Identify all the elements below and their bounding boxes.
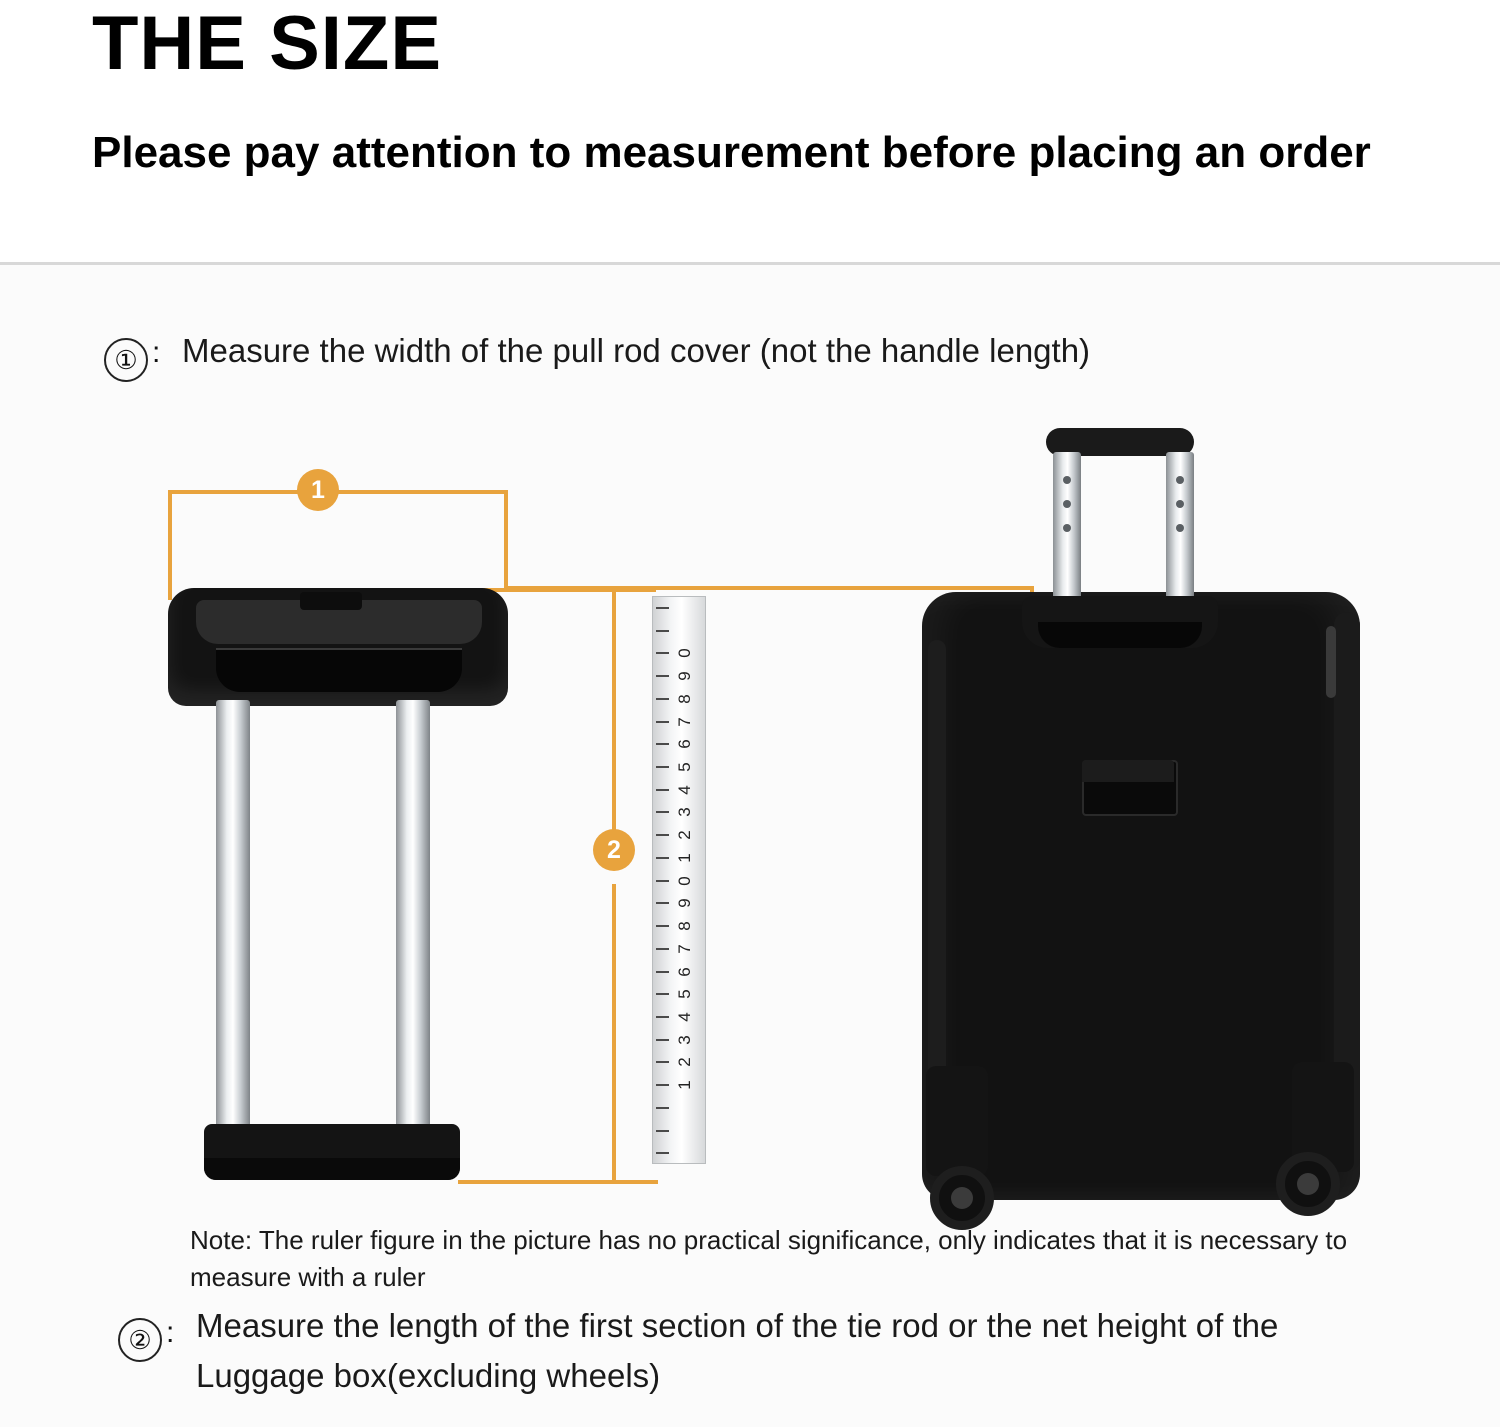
ruler-number: 7 xyxy=(675,716,694,727)
ruler-tick-icon xyxy=(656,1039,669,1041)
ruler-number: 6 xyxy=(675,966,694,977)
handle-hole-icon xyxy=(1063,524,1071,532)
ruler-tick-row xyxy=(653,1097,707,1120)
ruler-tick-icon xyxy=(656,1084,669,1086)
ruler-number: 3 xyxy=(675,807,694,818)
ruler-tick-row xyxy=(653,756,707,779)
ruler-number: 5 xyxy=(675,762,694,772)
handle-hole-icon xyxy=(1176,500,1184,508)
ruler-tick-row xyxy=(653,961,707,984)
ruler-number: 6 xyxy=(675,739,694,750)
ruler-tick-row xyxy=(653,733,707,756)
callout-2-bottom-leader xyxy=(458,1180,658,1184)
step-1-colon: : xyxy=(152,336,161,369)
ruler-tick-icon xyxy=(656,925,669,927)
ruler-number: 2 xyxy=(675,830,694,840)
wheel-left xyxy=(930,1166,994,1230)
ruler-tick-row xyxy=(653,892,707,915)
luggage-front-pocket-flap xyxy=(1082,760,1174,782)
handle-hole-icon xyxy=(1063,500,1071,508)
ruler-tick-row xyxy=(653,824,707,847)
header xyxy=(0,0,1500,262)
ruler-tick-row xyxy=(653,938,707,961)
callout-1-bracket-left xyxy=(168,490,172,600)
ruler-tick-row xyxy=(653,1051,707,1074)
ruler-tick-icon xyxy=(656,789,669,791)
ruler-tick-row xyxy=(653,1029,707,1052)
ruler-tick-row xyxy=(653,847,707,870)
ruler-tick-icon xyxy=(656,607,669,609)
ruler-tick-icon xyxy=(656,857,669,859)
step-1-text: Measure the width of the pull rod cover (not the handle length) xyxy=(182,332,1091,369)
callout-1-bracket-right xyxy=(504,490,508,590)
ruler-tick-icon xyxy=(656,1152,669,1154)
ruler-tick-row xyxy=(653,620,707,643)
tie-rod-base-shadow xyxy=(204,1158,460,1180)
step-2-marker: ② xyxy=(118,1318,162,1362)
handle-hole-icon xyxy=(1063,476,1071,484)
ruler-tick-icon xyxy=(656,1107,669,1109)
ruler-number: 4 xyxy=(675,785,694,795)
ruler-number: 1 xyxy=(675,1080,694,1090)
ruler-tick-icon xyxy=(656,834,669,836)
luggage-zipper-pull xyxy=(1326,626,1336,698)
ruler-tick-row xyxy=(653,1120,707,1143)
pull-rod-cover-grip-slot xyxy=(216,648,462,692)
ruler-number: 8 xyxy=(675,921,694,931)
ruler-tick-row xyxy=(653,1006,707,1029)
ruler-tick-row xyxy=(653,870,707,893)
ruler-tick-icon xyxy=(656,811,669,813)
ruler-tick-row xyxy=(653,597,707,620)
ruler-tick-row xyxy=(653,711,707,734)
ruler-tick-icon xyxy=(656,1061,669,1063)
ruler-tick-icon xyxy=(656,880,669,882)
ruler-tick-row xyxy=(653,642,707,665)
wheel-hub-left xyxy=(951,1187,973,1209)
wheel-right xyxy=(1276,1152,1340,1216)
step-1-marker: ① xyxy=(104,338,148,382)
ruler-number: 0 xyxy=(675,875,694,886)
ruler-number: 3 xyxy=(675,1034,694,1045)
ruler-tick-icon xyxy=(656,902,669,904)
pull-rod-cover-notch xyxy=(300,592,362,610)
ruler-note: Note: The ruler figure in the picture has no practical significance, only indicates that it is necessary to measure with a ruler xyxy=(190,1225,1348,1292)
ruler-tick-row xyxy=(653,915,707,938)
callout-2-axis-upper xyxy=(612,590,616,840)
ruler-number: 9 xyxy=(675,671,694,681)
wheel-hub-right xyxy=(1297,1173,1319,1195)
tie-rod-left xyxy=(216,700,250,1140)
ruler-tick-icon xyxy=(656,948,669,950)
ruler-number: 9 xyxy=(675,898,694,909)
handle-hole-icon xyxy=(1176,476,1184,484)
callout-badge-1-left: 1 xyxy=(297,469,339,511)
ruler-tick-icon xyxy=(656,971,669,973)
ruler-number: 2 xyxy=(675,1057,694,1068)
ruler-tick-icon xyxy=(656,675,669,677)
ruler-tick-icon xyxy=(656,743,669,745)
ruler-tick-row xyxy=(653,1142,707,1165)
ruler-tick-icon xyxy=(656,630,669,632)
page-subtitle: Please pay attention to measurement before placing an order xyxy=(92,128,1371,177)
ruler-tick-icon xyxy=(656,766,669,768)
luggage-handle-grip xyxy=(1038,622,1202,648)
telescopic-handle-bar-left xyxy=(1053,452,1081,608)
ruler-graphic xyxy=(652,596,706,1164)
ruler-tick-row xyxy=(653,779,707,802)
ruler-number: 4 xyxy=(675,1012,694,1022)
ruler-tick-row xyxy=(653,665,707,688)
step-2-text: Measure the length of the first section of the tie rod or the net height of the Luggage box(excluding wheels) xyxy=(196,1307,1279,1394)
ruler-number: 1 xyxy=(675,853,694,863)
ruler-number: 5 xyxy=(675,989,694,999)
ruler-number: 0 xyxy=(675,648,694,659)
callout-2-axis-lower xyxy=(612,884,616,1182)
ruler-tick-icon xyxy=(656,1130,669,1132)
ruler-number: 7 xyxy=(675,944,694,954)
ruler-tick-icon xyxy=(656,1016,669,1018)
wheel-housing-left xyxy=(926,1066,988,1176)
telescopic-handle-bar-right xyxy=(1166,452,1194,608)
handle-hole-icon xyxy=(1176,524,1184,532)
tie-rod-right xyxy=(396,700,430,1140)
ruler-tick-icon xyxy=(656,993,669,995)
ruler-tick-row xyxy=(653,1074,707,1097)
ruler-tick-row xyxy=(653,688,707,711)
ruler-tick-icon xyxy=(656,721,669,723)
callout-badge-2: 2 xyxy=(593,829,635,871)
ruler-tick-icon xyxy=(656,652,669,654)
ruler-tick-row xyxy=(653,983,707,1006)
page-title: THE SIZE xyxy=(92,1,443,86)
ruler-number: 8 xyxy=(675,694,694,704)
ruler-tick-icon xyxy=(656,698,669,700)
step-2-colon: : xyxy=(166,1316,175,1349)
ruler-tick-row xyxy=(653,801,707,824)
